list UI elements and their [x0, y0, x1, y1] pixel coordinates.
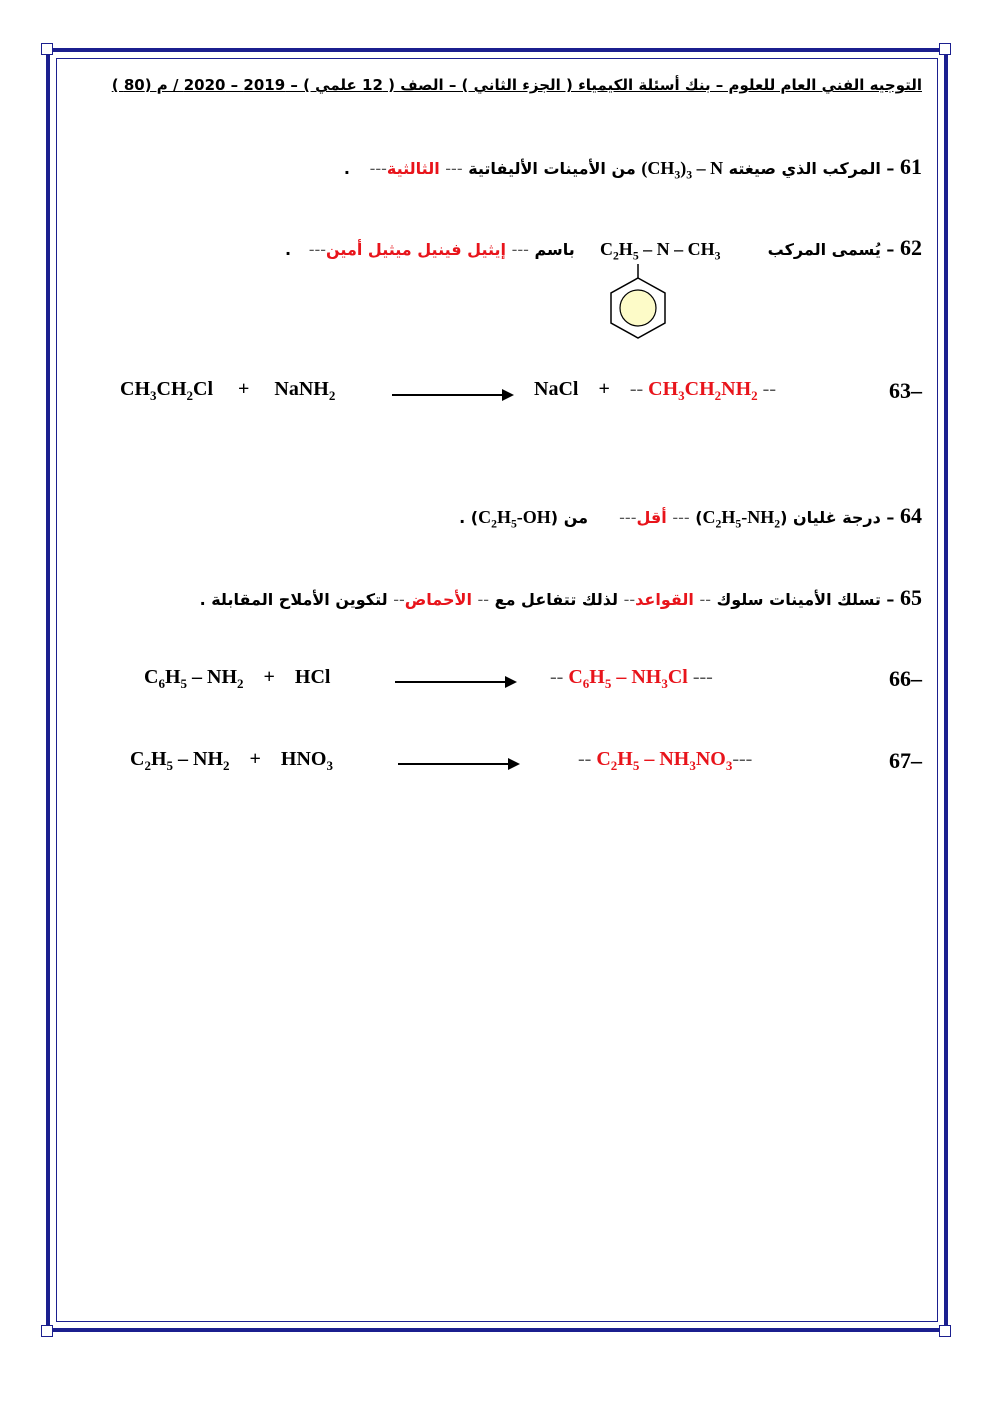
- corner-ornament: [41, 43, 53, 55]
- benzene-ring-structure: [600, 262, 680, 342]
- answer-66: $C_6H_5 - NH_3Cl$: [568, 666, 688, 691]
- answer-65-a: القواعد: [635, 590, 694, 609]
- reactant-63: $CH_3CH_2Cl$ + NaNH$_2$: [120, 378, 336, 403]
- page-header: التوجيه الفني العام للعلوم – بنك أسئلة الكيمياء ( الجزء الثاني ) – الصف ( 12 علمي ) – 2019 – 2020 / م (80 ): [111, 76, 922, 94]
- reaction-arrow: [398, 763, 518, 765]
- question-65: 65 – تسلك الأمينات سلوك -- القواعد-- لذلك تتفاعل مع -- الأحماض-- لتكوين الأملاح المقابلة .: [199, 585, 922, 610]
- products-67: -- $C_2H_5 - NH_3NO_3---$: [578, 748, 753, 773]
- answer-61: الثالثية: [386, 159, 440, 178]
- question-63-number: 63–: [889, 378, 922, 403]
- formula-ethylamine: $C_2H_5-NH_2$: [702, 507, 781, 531]
- question-67-number: 67–: [889, 748, 922, 773]
- corner-ornament: [939, 43, 951, 55]
- products-66: -- $C_6H_5 - NH_3Cl$ ---: [550, 666, 713, 691]
- reaction-arrow: [395, 681, 515, 683]
- formula-62: $C_2H_5$ – N – $CH_3$: [599, 239, 721, 263]
- corner-ornament: [939, 1325, 951, 1337]
- reaction-arrow: [392, 394, 512, 396]
- reactant-67: $C_2H_5 - NH_2$ + $HNO_3$: [130, 748, 333, 773]
- question-61: 61 – المركب الذي صيغته $(CH_3)_3$ – N من الأمينات الأليفاتية --- الثالثية--- .: [343, 154, 922, 182]
- reactant-66: $C_6H_5 - NH_2$ + HCl: [144, 666, 331, 691]
- question-64: 64 – درجة غليان $(C_2H_5-NH_2)$ --- أقل--- من $(C_2H_5-OH)$ .: [459, 503, 922, 531]
- answer-67: $C_2H_5 - NH_3NO_3$: [596, 748, 733, 773]
- answer-65-b: الأحماض: [404, 590, 472, 609]
- answer-62: إيثيل فينيل ميثيل أمين: [326, 240, 507, 259]
- question-66-number: 66–: [889, 666, 922, 691]
- products-63: NaCl + -- $CH_3CH_2NH_2$ --: [534, 378, 776, 403]
- formula-trimethylamine: $(CH_3)_3$ – N: [641, 158, 724, 182]
- question-62: 62 – يُسمى المركب $C_2H_5$ – N – $CH_3$ باسم --- إيثيل فينيل ميثيل أمين--- .: [285, 235, 922, 263]
- answer-64: أقل: [636, 508, 667, 527]
- answer-63: $CH_3CH_2NH_2$: [648, 378, 758, 403]
- formula-ethanol: $C_2H_5-OH$: [478, 507, 551, 531]
- corner-ornament: [41, 1325, 53, 1337]
